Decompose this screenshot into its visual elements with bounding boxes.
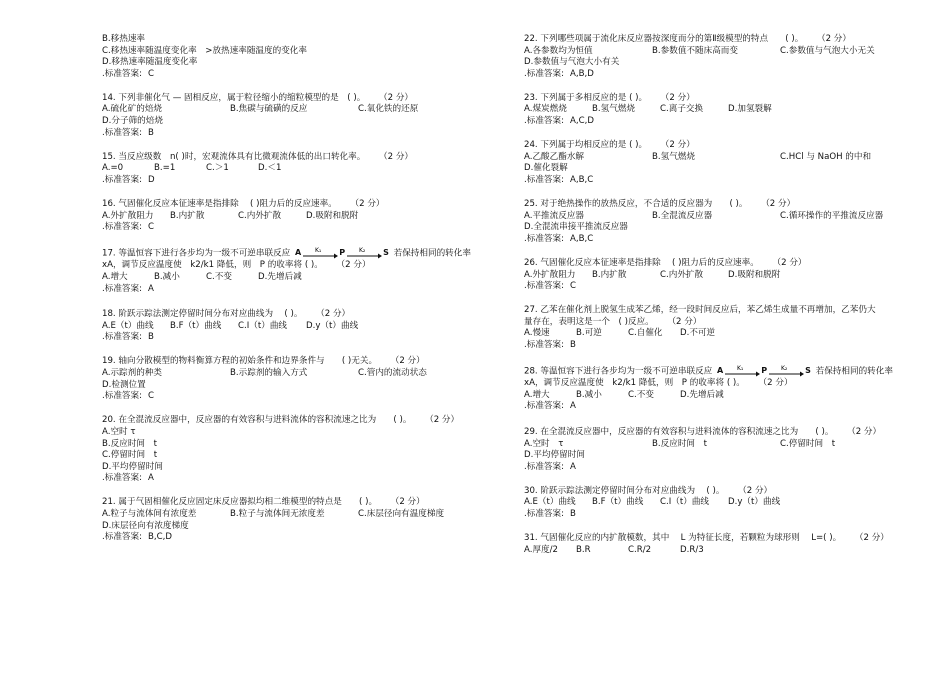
stem-text: xA，调节反应温度使 k2/k1 降低，则 P 的收率将 ( )。	[102, 260, 323, 271]
stem-text: 15. 当反应级数 n( )时，宏观流体具有比微观流体低的出口转化率。	[102, 151, 366, 162]
options	[524, 439, 924, 462]
standard-answer	[102, 69, 497, 81]
option-a: A.硫化矿的焙烧	[102, 104, 163, 115]
answer-value: C	[148, 68, 155, 79]
question-25	[524, 199, 924, 245]
answer-label: .标准答案:	[102, 68, 143, 79]
answer-value: B	[148, 127, 154, 138]
option-b: B.反应时间 t	[102, 438, 157, 449]
option-a: A.空时 τ	[102, 426, 136, 437]
stem-text: 22. 下列哪些项属于流化床反应器按深度而分的第Ⅱ级模型的特点 ( )。	[524, 34, 804, 44]
option-c: C.停留时间 t	[102, 450, 158, 461]
question-stem	[524, 486, 924, 498]
option-d: D.y（t）曲线	[728, 497, 781, 508]
option-c: C.氧化铁的还原	[358, 104, 419, 115]
options	[102, 321, 497, 333]
answer-label: .标准答案:	[102, 332, 143, 343]
question-15	[102, 152, 497, 187]
option-a: A.=0	[102, 163, 124, 174]
question-29	[524, 427, 924, 473]
standard-answer	[102, 284, 497, 296]
arrow-k2-icon	[767, 364, 805, 378]
score: （2 分）	[429, 415, 460, 426]
score: （2 分）	[354, 199, 385, 210]
options	[524, 497, 924, 509]
option-c: C.不变	[206, 272, 232, 282]
question-13-tail	[102, 34, 497, 80]
arrow-k2-icon	[345, 246, 383, 260]
option-a: A.示踪剂的种类	[102, 368, 163, 379]
answer-label: .标准答案:	[524, 116, 565, 127]
option-a: A.慢速	[524, 328, 550, 339]
option-c: C.R/2	[628, 544, 652, 555]
option-a: A.厚度/2	[524, 544, 559, 555]
answer-label: .标准答案:	[102, 532, 143, 543]
answer-value: A	[148, 473, 154, 484]
option-a: A.E（t）曲线	[102, 320, 154, 331]
question-stem	[102, 497, 497, 509]
score: （2 分）	[395, 356, 425, 367]
option-a: A.空时 τ	[524, 438, 564, 449]
score: （2 分）	[742, 485, 773, 496]
question-stem	[524, 364, 924, 378]
option-a: A.各参数均为恒值	[524, 45, 593, 56]
score: （2 分）	[765, 199, 796, 210]
option-d: D.先增后减	[258, 272, 302, 282]
standard-answer	[102, 473, 497, 485]
option-a: A.增大	[524, 389, 550, 400]
question-stem	[102, 309, 497, 321]
reaction-scheme	[717, 364, 811, 378]
answer-value: B	[570, 509, 576, 519]
option-d: D.平均停留时间	[524, 450, 585, 461]
option-c: C.不变	[628, 389, 654, 400]
option-d: D.检测位置	[102, 379, 146, 390]
option-b: B.参数值不随床高而变	[652, 45, 738, 56]
score: （2 分）	[340, 260, 371, 271]
option-a: A.外扩散阻力	[524, 269, 576, 280]
option-c: C.离子交换	[660, 104, 704, 115]
option-b: B.R	[576, 544, 591, 555]
options	[102, 104, 497, 127]
option-b: B.F（t）曲线	[592, 497, 644, 508]
question-stem	[102, 356, 497, 368]
question-stem	[524, 140, 924, 152]
stem-text: 19. 轴向分散模型的物料衡算方程的初始条件和边界条件与 ( )无关。	[102, 356, 378, 367]
question-27	[524, 305, 924, 351]
score: （2 分）	[383, 151, 414, 162]
option-d: D.先增后减	[680, 389, 724, 400]
stem-text: 16. 气固催化反应本征速率是指排除 ( )阻力后的反应速率。	[102, 199, 337, 210]
standard-answer	[102, 175, 497, 187]
standard-answer	[524, 401, 924, 413]
option-c: C.HCl 与 NaOH 的中和	[780, 151, 872, 162]
question-20	[102, 415, 497, 485]
answer-label: .标准答案:	[524, 461, 565, 472]
option-b: B.粒子与流体间无浓度差	[230, 509, 325, 519]
right-column	[524, 34, 924, 569]
answer-value: B	[148, 332, 154, 343]
stem-text: 24. 下列属于均相反应的是 ( )。	[524, 140, 648, 151]
question-21	[102, 497, 497, 543]
score: （2 分）	[671, 316, 702, 327]
option-d: D.＜1	[258, 163, 282, 174]
standard-answer	[524, 69, 924, 81]
answer-label: .标准答案:	[102, 174, 143, 185]
options	[102, 163, 497, 175]
option-b: B.氢气燃烧	[652, 151, 696, 162]
standard-answer	[102, 332, 497, 344]
question-22	[524, 34, 924, 80]
options	[524, 46, 924, 69]
option-a: A.煤炭燃烧	[524, 104, 567, 115]
stem-text: 量存在，表明这是一个 ( )反应。	[524, 316, 654, 327]
question-26	[524, 258, 924, 293]
standard-answer	[102, 222, 497, 234]
option-b: B.焦碳与硫磺的反应	[230, 104, 308, 115]
question-18	[102, 309, 497, 344]
stem-text-tail: 若保持相同的转化率	[393, 248, 471, 259]
stem-text: 28. 等温恒容下进行各步均为一级不可逆串联反应	[524, 366, 713, 377]
stem-text: 21. 属于气固相催化反应固定床反应器拟均相二维模型的特点是 ( )。	[102, 497, 378, 508]
question-stem-line2	[524, 378, 924, 390]
stem-text: 18. 阶跃示踪法测定停留时间分布对应曲线为 ( )。	[102, 309, 303, 320]
stem-text: 29. 在全混流反应器中，反应器的有效容积与进料流体的容积流速之比为 ( )。	[524, 426, 834, 437]
answer-value: A,B,C	[570, 233, 594, 244]
options	[524, 104, 924, 116]
question-14	[102, 93, 497, 139]
answer-value: C	[148, 222, 155, 233]
options	[524, 152, 924, 175]
stem-text-tail: 若保持相同的转化率	[815, 366, 893, 377]
options	[524, 328, 924, 340]
species-s: S	[383, 248, 389, 258]
options	[102, 34, 497, 69]
standard-answer	[102, 128, 497, 140]
stem-text: 20. 在全混流反应器中，反应器的有效容积与进料流体的容积流速之比为 ( )。	[102, 415, 412, 426]
option-b: B.可逆	[576, 328, 602, 339]
option-d: D.分子筛的焙烧	[102, 116, 163, 127]
question-stem	[524, 258, 924, 270]
question-stem	[102, 246, 497, 260]
option-b: B.移热速率	[102, 34, 146, 44]
options	[102, 509, 497, 532]
species-a: A	[717, 366, 724, 376]
answer-value: A,B,D	[570, 68, 594, 79]
option-d: D.R/3	[680, 544, 704, 555]
question-stem	[524, 533, 924, 545]
question-stem	[524, 199, 924, 211]
score: （2 分）	[320, 309, 351, 320]
question-16	[102, 199, 497, 234]
option-d: D.加氢裂解	[728, 104, 772, 115]
species-p: P	[761, 366, 768, 376]
option-b: B.减小	[154, 272, 180, 282]
answer-label: .标准答案:	[102, 127, 143, 138]
standard-answer	[524, 175, 924, 187]
reaction-scheme	[295, 246, 389, 260]
question-stem-line2	[524, 317, 924, 329]
question-19	[102, 356, 497, 402]
standard-answer	[524, 509, 924, 521]
answer-value: D	[148, 174, 155, 185]
question-stem	[524, 34, 924, 46]
option-d: D.全混流串接平推流反应器	[524, 222, 628, 233]
score: （2 分）	[859, 533, 889, 544]
standard-answer	[524, 234, 924, 246]
answer-label: .标准答案:	[524, 68, 565, 79]
option-c: C.床层径向有温度梯度	[358, 509, 445, 519]
score: （2 分）	[821, 34, 851, 44]
answer-value: A,B,C	[570, 174, 594, 185]
answer-label: .标准答案:	[102, 473, 143, 484]
rate-k1: K₁	[737, 365, 744, 373]
question-28	[524, 364, 924, 413]
answer-label: .标准答案:	[524, 174, 565, 185]
answer-value: C	[148, 391, 155, 402]
answer-value: A	[148, 283, 154, 294]
option-c: C.移热速率随温度变化率 >放热速率随温度的变化率	[102, 45, 307, 56]
species-s: S	[805, 366, 811, 376]
option-c: C.内外扩散	[238, 210, 282, 221]
option-d: D.平均停留时间	[102, 461, 163, 472]
option-a: A.外扩散阻力	[102, 210, 154, 221]
answer-value: C	[570, 281, 577, 292]
question-23	[524, 93, 924, 128]
options	[102, 427, 497, 473]
option-b: B.示踪剂的输入方式	[230, 368, 308, 379]
species-p: P	[339, 248, 346, 258]
option-d: D.床层径向有浓度梯度	[102, 520, 189, 531]
option-b: B.内扩散	[170, 210, 205, 221]
rate-k1: K₁	[315, 247, 322, 255]
stem-text: 27. 乙苯在催化剂上脱氢生成苯乙烯，经一段时间反应后，苯乙烯生成量不再增加，乙苯仍大	[524, 305, 876, 316]
stem-text: 31. 气固催化反应的内扩散模数，其中 L 为特征长度，若颗粒为球形则 L=( )。	[524, 533, 842, 544]
option-a: A.平推流反应器	[524, 210, 585, 221]
arrow-k1-icon	[301, 246, 339, 260]
question-stem	[524, 93, 924, 105]
option-c: C.自催化	[628, 328, 663, 339]
score: （2 分）	[776, 257, 807, 268]
option-d: D.移热速率随温度变化率	[102, 57, 198, 68]
options	[524, 545, 924, 557]
options	[524, 211, 924, 234]
options	[102, 211, 497, 223]
option-c: C.I（t）曲线	[238, 320, 288, 331]
question-stem-line2	[102, 260, 497, 272]
arrow-k1-icon	[723, 364, 761, 378]
stem-text: 23. 下列属于多相反应的是 ( )。	[524, 92, 648, 103]
options	[102, 368, 497, 391]
option-c: C.管内的流动状态	[358, 368, 427, 379]
option-c: C.参数值与气泡大小无关	[780, 45, 875, 56]
stem-text: 30. 阶跃示踪法测定停留时间分布对应曲线为 ( )。	[524, 485, 725, 496]
stem-text: 17. 等温恒容下进行各步均为一级不可逆串联反应	[102, 248, 291, 259]
option-d: D.吸附和脱附	[306, 210, 359, 221]
score: （2 分）	[851, 426, 882, 437]
answer-label: .标准答案:	[102, 391, 143, 402]
option-d: D.不可逆	[680, 328, 716, 339]
score: （2 分）	[762, 378, 793, 389]
standard-answer	[524, 462, 924, 474]
option-c: C.I（t）曲线	[660, 497, 710, 508]
option-c: C.停留时间 t	[780, 438, 836, 449]
option-c: C.循环操作的平推流反应器	[780, 210, 884, 221]
question-stem	[102, 152, 497, 164]
option-d: D.y（t）曲线	[306, 320, 359, 331]
options	[102, 272, 497, 284]
answer-label: .标准答案:	[524, 509, 565, 519]
standard-answer	[524, 340, 924, 352]
option-b: B.反应时间 t	[652, 438, 707, 449]
score: （2 分）	[395, 497, 425, 508]
option-c: C.＞1	[206, 163, 229, 174]
question-30	[524, 486, 924, 521]
rate-k2: K₂	[359, 247, 366, 255]
rate-k2: K₂	[781, 365, 788, 373]
standard-answer	[524, 116, 924, 128]
option-b: B.氢气燃烧	[592, 104, 636, 115]
question-24	[524, 140, 924, 186]
answer-label: .标准答案:	[102, 222, 143, 233]
species-a: A	[295, 248, 302, 258]
option-b: B.F（t）曲线	[170, 320, 222, 331]
option-d: D.参数值与气泡大小有关	[524, 57, 620, 68]
option-b: B.=1	[154, 163, 176, 174]
standard-answer	[102, 391, 497, 403]
question-stem	[102, 415, 497, 427]
answer-label: .标准答案:	[524, 281, 565, 292]
answer-label: .标准答案:	[524, 401, 565, 412]
question-stem	[524, 305, 924, 317]
question-stem	[102, 93, 497, 105]
option-d: D.吸附和脱附	[728, 269, 781, 280]
option-b: B.全混流反应器	[652, 210, 713, 221]
option-c: C.内外扩散	[660, 269, 704, 280]
question-stem	[102, 199, 497, 211]
question-31	[524, 533, 924, 556]
score: （2 分）	[665, 140, 695, 151]
option-a: A.粒子与流体间有浓度差	[102, 509, 197, 519]
answer-value: B,C,D	[148, 532, 172, 543]
option-b: B.减小	[576, 389, 602, 400]
answer-label: .标准答案:	[524, 233, 565, 244]
standard-answer	[524, 281, 924, 293]
options	[524, 390, 924, 402]
answer-value: A	[570, 401, 576, 412]
option-a: A.增大	[102, 272, 128, 282]
score: （2 分）	[383, 92, 414, 103]
stem-text: 26. 气固催化反应本征速率是指排除 ( )阻力后的反应速率。	[524, 257, 759, 268]
options	[524, 270, 924, 282]
stem-text: 14. 下列非催化气 — 固相反应，属于粒径缩小的缩粒模型的是 ( )。	[102, 92, 366, 103]
standard-answer	[102, 532, 497, 544]
left-column	[102, 34, 497, 556]
answer-label: .标准答案:	[102, 283, 143, 294]
answer-value: A	[570, 461, 576, 472]
answer-value: B	[570, 339, 576, 350]
question-stem	[524, 427, 924, 439]
option-a: A.E（t）曲线	[524, 497, 576, 508]
score: （2 分）	[665, 92, 695, 103]
question-17	[102, 246, 497, 295]
option-d: D.催化裂解	[524, 163, 568, 174]
answer-label: .标准答案:	[524, 339, 565, 350]
stem-text: xA，调节反应温度使 k2/k1 降低，则 P 的收率将 ( )。	[524, 378, 745, 389]
option-b: B.内扩散	[592, 269, 627, 280]
option-a: A.乙酸乙酯水解	[524, 151, 585, 162]
answer-value: A,C,D	[570, 116, 594, 127]
stem-text: 25. 对于绝热操作的放热反应，不合适的反应器为 ( )。	[524, 199, 748, 210]
